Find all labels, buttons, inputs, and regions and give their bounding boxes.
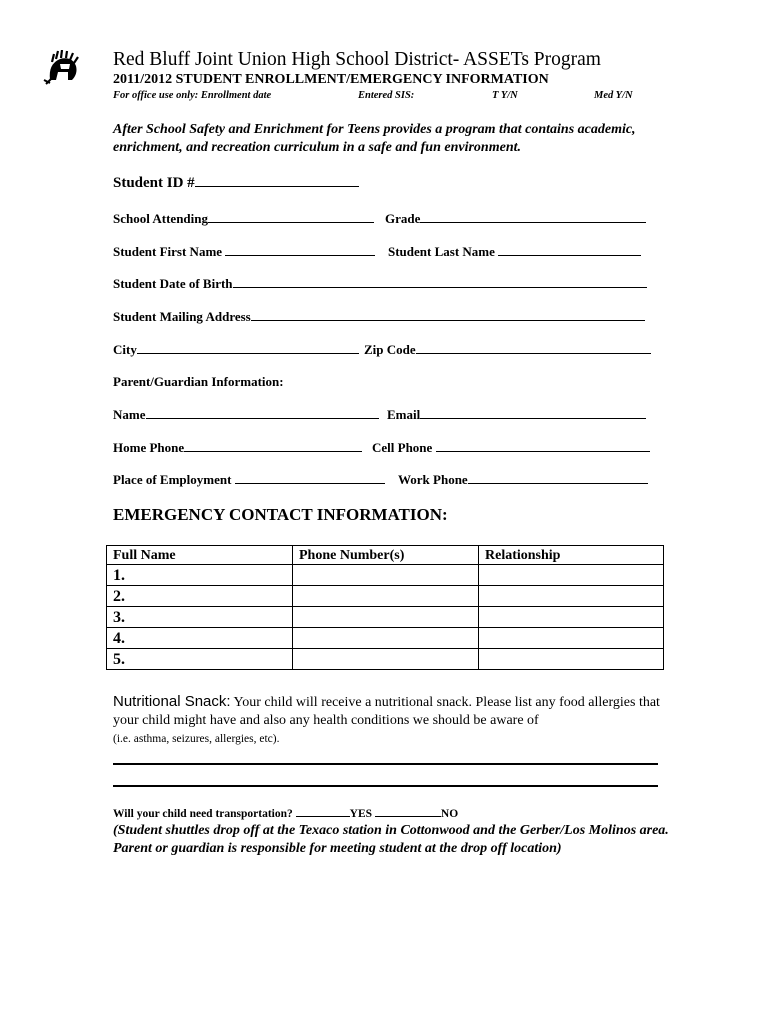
- office-med-yn: Med Y/N: [594, 90, 633, 101]
- mailing-address-field[interactable]: [113, 308, 645, 325]
- phone-cell[interactable]: [293, 586, 479, 607]
- first-name-field[interactable]: [113, 243, 375, 260]
- city-line[interactable]: [137, 341, 359, 354]
- table-row: [107, 628, 664, 649]
- dob-label: Student Date of Birth: [113, 276, 233, 291]
- transport-question[interactable]: [113, 806, 458, 820]
- relationship-cell[interactable]: [479, 628, 664, 649]
- home-phone-label: Home Phone: [113, 440, 185, 455]
- column-header-phone: Phone Number(s): [293, 546, 479, 565]
- student-id-field[interactable]: [113, 174, 359, 192]
- phone-cell[interactable]: [293, 649, 479, 670]
- nutrition-section: [113, 693, 673, 748]
- email-field[interactable]: [387, 406, 646, 423]
- office-t-yn: T Y/N: [492, 90, 518, 101]
- emergency-heading: EMERGENCY CONTACT INFORMATION:: [113, 505, 448, 524]
- transport-yes-line[interactable]: [296, 806, 350, 817]
- form-subtitle: 2011/2012 STUDENT ENROLLMENT/EMERGENCY INFORMATION: [113, 72, 549, 87]
- shuttle-note: (Student shuttles drop off at the Texaco station in Cottonwood and the Gerber/Los Molinos area. Parent or guardian is responsible for meeting student at the drop off location): [113, 823, 669, 856]
- transport-question-label: Will your child need transportation?: [113, 808, 293, 820]
- spartan-helmet-icon: [42, 50, 82, 86]
- first-name-line[interactable]: [225, 243, 375, 256]
- student-id-label: Student ID #: [113, 175, 195, 191]
- home-phone-field[interactable]: [113, 439, 362, 456]
- school-attending-line[interactable]: [208, 210, 374, 223]
- program-description: After School Safety and Enrichment for Teens provides a program that contains academic, enrichment, and recreation curriculum in a safe and fun environment.: [113, 122, 636, 155]
- zip-field[interactable]: [364, 341, 651, 358]
- transport-no-line[interactable]: [375, 806, 441, 817]
- nutrition-note: (i.e. asthma, seizures, allergies, etc).: [113, 733, 280, 745]
- zip-label: Zip Code: [364, 342, 416, 357]
- home-phone-line[interactable]: [184, 439, 362, 452]
- parent-name-line[interactable]: [146, 406, 379, 419]
- mailing-address-line[interactable]: [251, 308, 645, 321]
- student-id-line[interactable]: [195, 174, 359, 187]
- email-label: Email: [387, 407, 421, 422]
- office-entered-sis: Entered SIS:: [358, 90, 415, 101]
- emergency-contact-table: [106, 545, 664, 670]
- mailing-address-label: Student Mailing Address: [113, 309, 251, 324]
- grade-label: Grade: [385, 211, 421, 226]
- table-row: [107, 565, 664, 586]
- nutrition-lead: Nutritional Snack:: [113, 693, 231, 710]
- school-attending-label: School Attending: [113, 211, 208, 226]
- cell-phone-label: Cell Phone: [372, 440, 433, 455]
- grade-line[interactable]: [420, 210, 646, 223]
- row-number: 1.: [107, 565, 293, 586]
- relationship-cell[interactable]: [479, 565, 664, 586]
- last-name-field[interactable]: [388, 243, 641, 260]
- transport-no-label: NO: [440, 808, 459, 820]
- row-number: 4.: [107, 628, 293, 649]
- grade-field[interactable]: [385, 210, 646, 227]
- work-phone-line[interactable]: [468, 471, 648, 484]
- zip-line[interactable]: [416, 341, 651, 354]
- relationship-cell[interactable]: [479, 649, 664, 670]
- last-name-line[interactable]: [498, 243, 641, 256]
- parent-name-field[interactable]: [113, 406, 379, 423]
- relationship-cell[interactable]: [479, 607, 664, 628]
- cell-phone-field[interactable]: [372, 439, 650, 456]
- cell-phone-line[interactable]: [436, 439, 650, 452]
- employment-line[interactable]: [235, 471, 385, 484]
- column-header-relationship: Relationship: [479, 546, 664, 565]
- parent-name-label: Name: [113, 407, 146, 422]
- dob-field[interactable]: [113, 275, 647, 292]
- phone-cell[interactable]: [293, 607, 479, 628]
- school-attending-field[interactable]: [113, 210, 374, 227]
- work-phone-label: Work Phone: [398, 472, 468, 487]
- page-title: Red Bluff Joint Union High School District- ASSETs Program: [113, 49, 601, 70]
- table-row: [107, 607, 664, 628]
- allergy-line-1[interactable]: [113, 763, 658, 765]
- employment-label: Place of Employment: [113, 472, 232, 487]
- relationship-cell[interactable]: [479, 586, 664, 607]
- city-field[interactable]: [113, 341, 359, 358]
- phone-cell[interactable]: [293, 565, 479, 586]
- parent-info-heading: Parent/Guardian Information:: [113, 374, 284, 389]
- first-name-label: Student First Name: [113, 244, 223, 259]
- row-number: 3.: [107, 607, 293, 628]
- row-number: 2.: [107, 586, 293, 607]
- email-line[interactable]: [420, 406, 646, 419]
- row-number: 5.: [107, 649, 293, 670]
- last-name-label: Student Last Name: [388, 244, 495, 259]
- city-label: City: [113, 342, 137, 357]
- table-header-row: [107, 546, 664, 565]
- dob-line[interactable]: [233, 275, 647, 288]
- office-enrollment-date: For office use only: Enrollment date: [113, 90, 272, 101]
- transport-yes-label: YES: [349, 808, 373, 820]
- work-phone-field[interactable]: [398, 471, 648, 488]
- table-row: [107, 586, 664, 607]
- table-row: [107, 649, 664, 670]
- allergy-line-2[interactable]: [113, 785, 658, 787]
- employment-field[interactable]: [113, 471, 385, 488]
- phone-cell[interactable]: [293, 628, 479, 649]
- nutrition-body: Your child will receive a nutritional snack. Please list any food allergies that your child might have and also any health conditions we should be aware of: [113, 695, 660, 728]
- column-header-full-name: Full Name: [107, 546, 293, 565]
